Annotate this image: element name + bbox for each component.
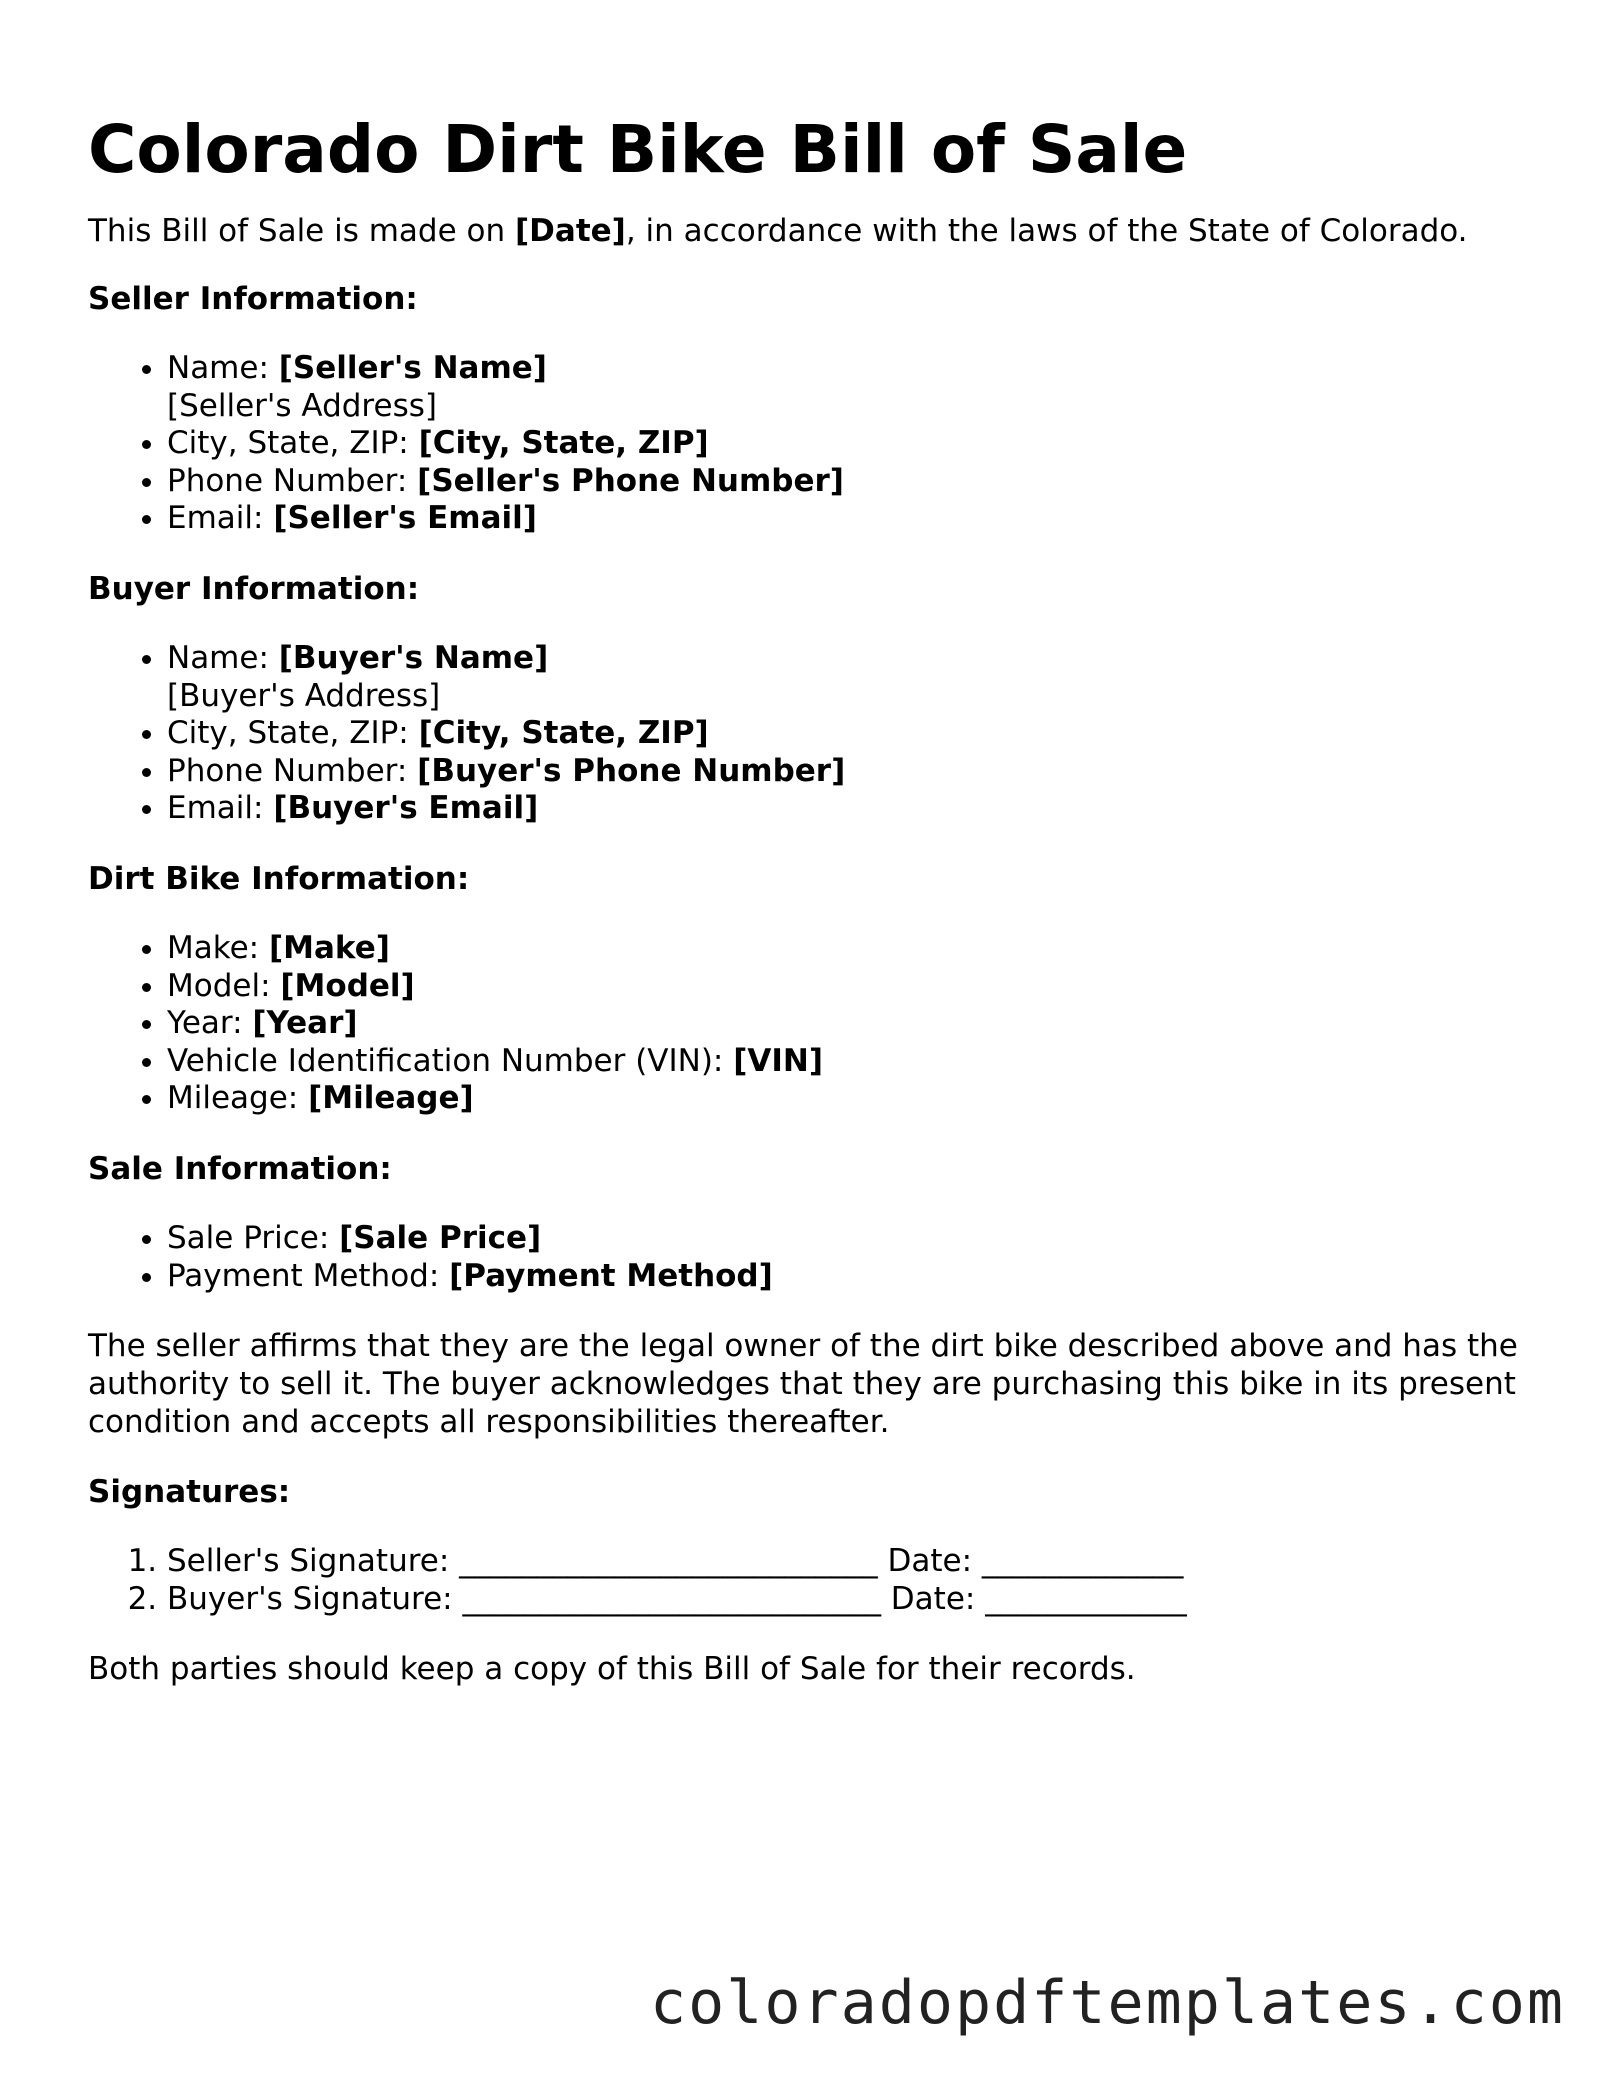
bike-mileage-item — [167, 1080, 1528, 1118]
buyer-city-value: [City, State, ZIP] — [418, 715, 709, 752]
site-watermark: coloradopdftemplates.com — [650, 1968, 1565, 2038]
signatures-heading: Signatures: — [88, 1474, 291, 1511]
seller-phone-item — [167, 463, 1528, 501]
affirmation-paragraph: The seller affirms that they are the legal owner of the dirt bike described above and has the authority to sell it. The buyer acknowledges that they are purchasing this bike in its present condition and accepts all responsibilities thereafter. — [88, 1328, 1518, 1441]
bike-model-label: Model: — [167, 967, 281, 1004]
seller-city-value: [City, State, ZIP] — [418, 425, 709, 462]
seller-phone-value: [Seller's Phone Number] — [417, 462, 844, 499]
seller-phone-label: Phone Number: — [167, 462, 418, 499]
bike-year-label: Year: — [167, 1005, 253, 1042]
bike-model-item — [167, 968, 1528, 1006]
bike-make-value: [Make] — [268, 929, 390, 966]
buyer-address: [Buyer's Address] — [167, 677, 441, 714]
seller-city-label: City, State, ZIP: — [167, 425, 419, 462]
seller-address: [Seller's Address] — [167, 387, 437, 424]
buyer-name-label: Name: — [167, 639, 279, 676]
buyer-signature-line: 2. Buyer's Signature: ___________________________ Date: _____________ — [167, 1581, 1528, 1619]
bike-vin-value: [VIN] — [733, 1042, 824, 1079]
seller-city-item — [167, 425, 1528, 463]
seller-name-value: [Seller's Name] — [278, 350, 547, 386]
bike-list — [88, 930, 1528, 1118]
seller-name-label: Name: — [167, 350, 279, 386]
buyer-phone-item — [167, 753, 1528, 791]
bike-vin-item — [167, 1043, 1528, 1081]
document-title: Colorado Dirt Bike Bill of Sale — [88, 111, 1188, 188]
intro-text-after: , in accordance with the laws of the State of Colorado. — [625, 213, 1468, 249]
buyer-city-item — [167, 715, 1528, 753]
seller-list — [88, 350, 1528, 538]
seller-heading: Seller Information: — [88, 281, 418, 317]
buyer-list — [88, 640, 1528, 828]
seller-email-item — [167, 500, 1528, 538]
sale-list — [88, 1220, 1528, 1295]
bike-make-label: Make: — [167, 929, 269, 966]
payment-method-label: Payment Method: — [167, 1257, 450, 1294]
buyer-email-value: [Buyer's Email] — [273, 790, 539, 827]
intro-date: [Date] — [515, 213, 626, 249]
payment-method-item — [167, 1258, 1528, 1296]
sale-price-value: [Sale Price] — [339, 1219, 542, 1256]
document-page — [88, 108, 1528, 1688]
buyer-phone-value: [Buyer's Phone Number] — [417, 752, 846, 789]
sale-price-label: Sale Price: — [167, 1219, 340, 1256]
bike-model-value: [Model] — [280, 967, 415, 1004]
signatures-list — [88, 1543, 1528, 1618]
buyer-name-item — [167, 640, 1528, 715]
buyer-email-item — [167, 790, 1528, 828]
sale-heading: Sale Information: — [88, 1150, 392, 1187]
bike-make-item — [167, 930, 1528, 968]
bike-vin-label: Vehicle Identification Number (VIN): — [167, 1042, 734, 1079]
closing-note: Both parties should keep a copy of this Bill of Sale for their records. — [88, 1651, 1136, 1688]
intro-paragraph — [88, 212, 1528, 250]
seller-name-item — [167, 350, 1528, 425]
buyer-heading: Buyer Information: — [88, 570, 420, 607]
bike-heading: Dirt Bike Information: — [88, 860, 470, 897]
sale-price-item — [167, 1220, 1528, 1258]
seller-email-value: [Seller's Email] — [273, 500, 537, 537]
seller-signature-line: 1. Seller's Signature: ___________________________ Date: _____________ — [167, 1543, 1528, 1581]
intro-text-before: This Bill of Sale is made on — [88, 213, 515, 249]
seller-email-label: Email: — [167, 500, 274, 537]
buyer-city-label: City, State, ZIP: — [167, 715, 419, 752]
buyer-email-label: Email: — [167, 790, 274, 827]
payment-method-value: [Payment Method] — [449, 1257, 773, 1294]
bike-year-item — [167, 1005, 1528, 1043]
buyer-name-value: [Buyer's Name] — [278, 639, 549, 676]
bike-mileage-label: Mileage: — [167, 1080, 309, 1117]
buyer-phone-label: Phone Number: — [167, 752, 418, 789]
bike-year-value: [Year] — [252, 1005, 358, 1042]
bike-mileage-value: [Mileage] — [308, 1080, 474, 1117]
